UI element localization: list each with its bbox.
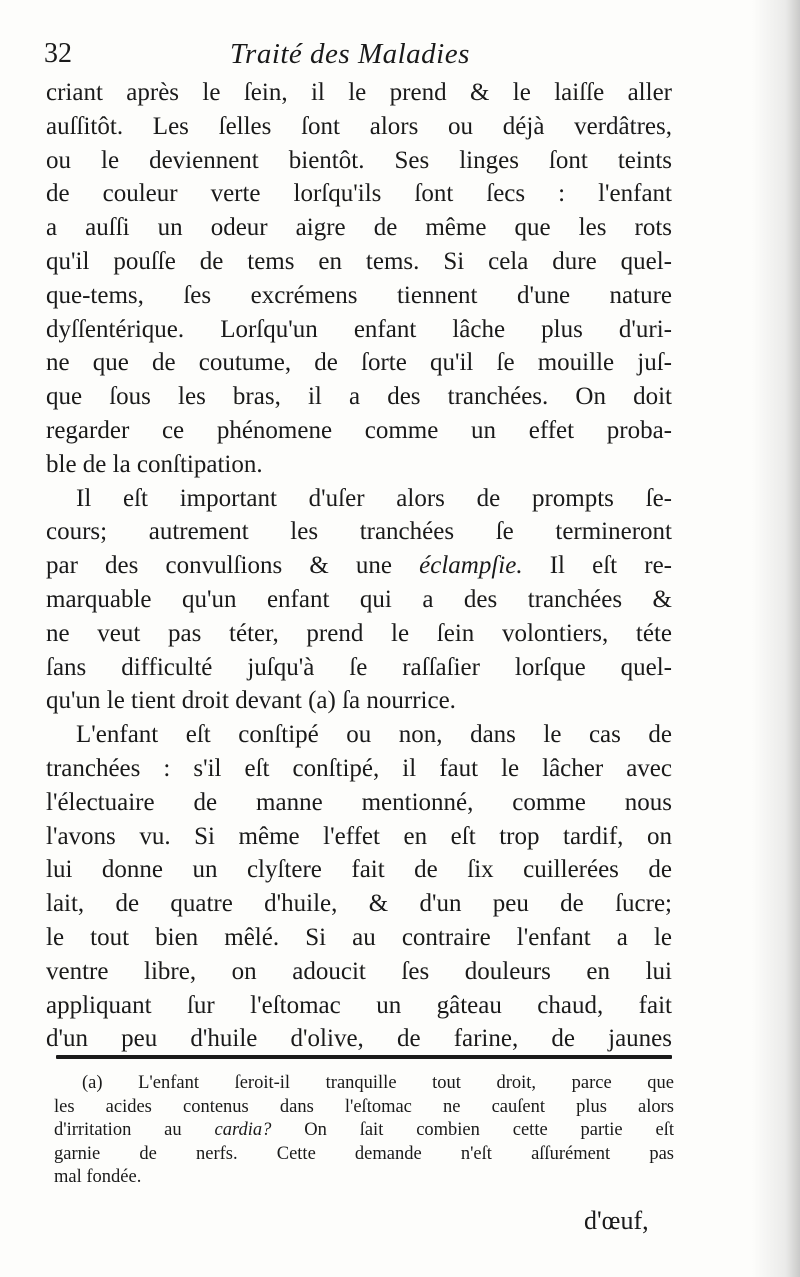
- text-line: a auſſi un odeur aigre de même que les rots: [46, 214, 672, 242]
- footnote: [54, 1072, 674, 1190]
- text-line: que ſous les bras, il a des tranchées. On doit: [46, 383, 672, 411]
- text-segment: On ſait combien cette partie eſt: [271, 1120, 674, 1140]
- text-line: ne que de coutume, de ſorte qu'il ſe mouille juſ-: [46, 349, 672, 377]
- text-line: Il eſt important d'uſer alors de prompts ſe-: [76, 484, 672, 512]
- text-segment: Il eſt re-: [522, 552, 672, 580]
- text-line: tranchées : s'il eſt conſtipé, il faut le lâcher avec: [46, 754, 672, 782]
- footnote-line-with-italic: [54, 1119, 674, 1143]
- text-line: que-tems, ſes excrémens tiennent d'une nature: [46, 281, 672, 309]
- text-line: appliquant ſur l'eſtomac un gâteau chaud, fait: [46, 991, 672, 1019]
- catchword: d'œuf,: [584, 1206, 649, 1235]
- page-number: 32: [44, 38, 72, 69]
- text-line: ou le deviennent bientôt. Ses linges ſont teints: [46, 146, 672, 174]
- text-line: ſans difficulté juſqu'à ſe raſſaſier lorſque quel-: [46, 653, 672, 681]
- text-segment: par des convulſions & une: [46, 552, 420, 580]
- text-line: d'un peu d'huile d'olive, de farine, de jaunes: [46, 1025, 672, 1053]
- text-line: ble de la conſtipation.: [46, 450, 263, 478]
- text-line: marquable qu'un enfant qui a des tranchées &: [46, 585, 672, 613]
- footnote-line: mal fondée.: [54, 1167, 142, 1187]
- page-edge-shadow: [752, 0, 800, 1277]
- text-line: de couleur verte lorſqu'ils ſont ſecs : l'enfant: [46, 180, 672, 208]
- text-line: dyſſentérique. Lorſqu'un enfant lâche plus d'uri-: [46, 315, 672, 343]
- italic-term: cardia?: [214, 1120, 272, 1140]
- footnote-line: les acides contenus dans l'eſtomac ne cauſent plus alors: [54, 1096, 674, 1117]
- text-line: lait, de quatre d'huile, & d'un peu de ſucre;: [46, 890, 672, 918]
- text-line: criant après le ſein, il le prend & le laiſſe aller: [46, 79, 672, 106]
- text-line: qu'il pouſſe de tems en tems. Si cela dure quel-: [46, 247, 672, 275]
- text-line: ne veut pas téter, prend le ſein volontiers, téte: [46, 619, 672, 647]
- text-line: auſſitôt. Les ſelles ſont alors ou déjà verdâtres,: [46, 112, 672, 140]
- text-line: regarder ce phénomene comme un effet proba-: [46, 416, 672, 444]
- text-line: l'électuaire de manne mentionné, comme nous: [46, 788, 672, 816]
- text-line: cours; autrement les tranchées ſe termineront: [46, 518, 672, 546]
- text-line-with-italic: [46, 549, 672, 583]
- text-line: l'avons vu. Si même l'effet en eſt trop tardif, on: [46, 822, 672, 850]
- text-line: qu'un le tient droit devant (a) ſa nourrice.: [46, 687, 456, 715]
- italic-term: éclampſie.: [419, 552, 523, 580]
- footnote-rule: [56, 1055, 672, 1059]
- text-segment: d'irritation au: [54, 1120, 215, 1140]
- text-line: ventre libre, on adoucit ſes douleurs en lui: [46, 957, 672, 985]
- page-header: [40, 34, 680, 74]
- footnote-line: garnie de nerfs. Cette demande n'eſt aſſurément pas: [54, 1143, 674, 1164]
- text-line: lui donne un clyſtere fait de ſix cuillerées de: [46, 856, 672, 884]
- text-line: L'enfant eſt conſtipé ou non, dans le cas de: [76, 721, 672, 749]
- running-title: Traité des Maladies: [230, 38, 470, 70]
- main-text: [46, 76, 672, 1056]
- footnote-line: (a) L'enfant ſeroit-il tranquille tout droit, parce que: [82, 1073, 674, 1093]
- text-line: le tout bien mêlé. Si au contraire l'enfant a le: [46, 923, 672, 951]
